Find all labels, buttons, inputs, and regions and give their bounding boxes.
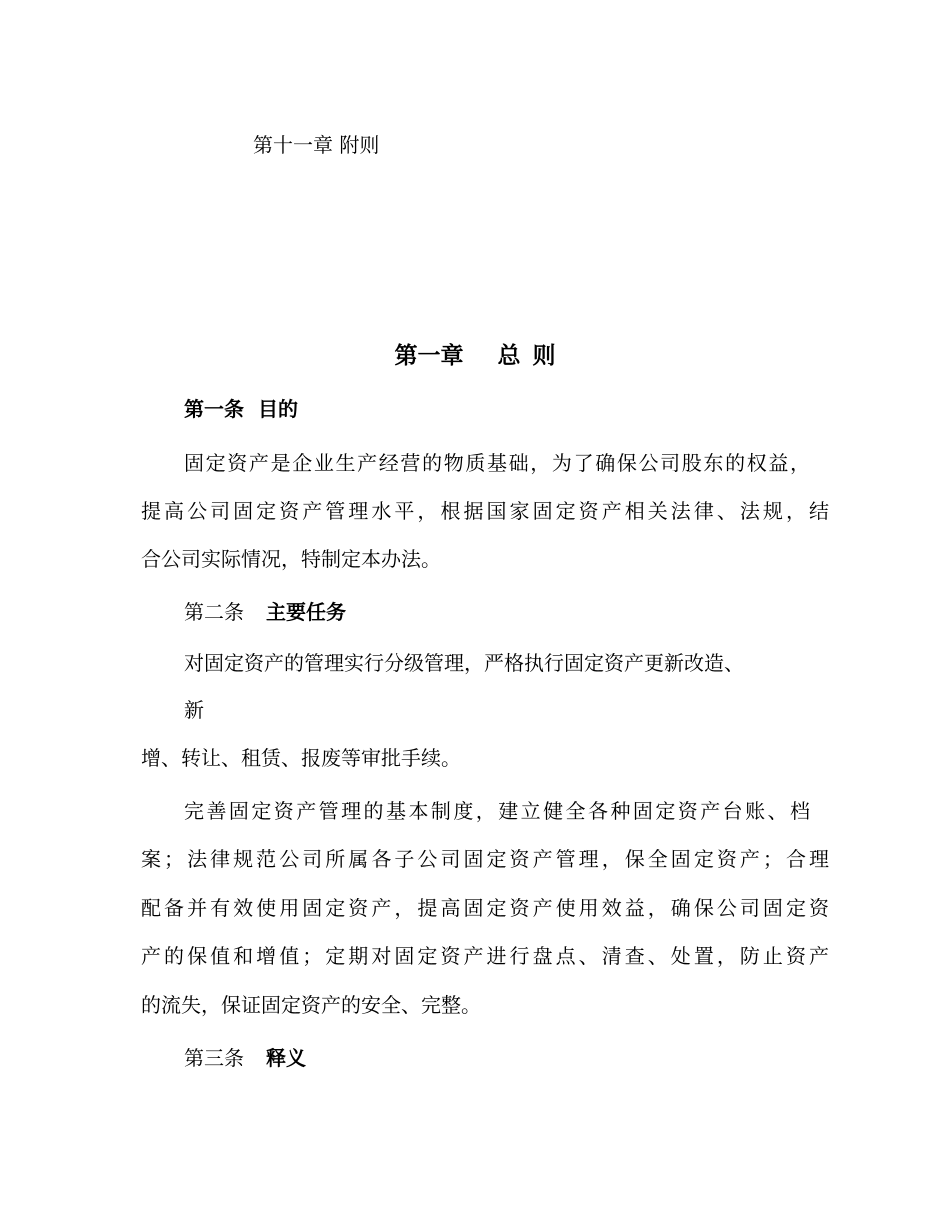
article3-heading bbox=[184, 1045, 306, 1071]
article2-para1-line-3: 增、转让、租赁、报废等审批手续。 bbox=[141, 746, 461, 770]
article1-line-2: 提高公司固定资产管理水平，根据国家固定资产相关法律、法规，结 bbox=[141, 499, 829, 523]
article2-para2-line-4: 产的保值和增值；定期对固定资产进行盘点、清查、处置，防止资产 bbox=[141, 944, 829, 968]
article1-heading bbox=[184, 396, 298, 422]
article2-para2-line-3: 配备并有效使用固定资产，提高固定资产使用效益，确保公司固定资 bbox=[141, 896, 829, 920]
article3-number: 第三条 bbox=[184, 1046, 244, 1070]
article1-line-3: 合公司实际情况，特制定本办法。 bbox=[141, 547, 441, 571]
article2-para2-line-1: 完善固定资产管理的基本制度，建立健全各种固定资产台账、档 bbox=[184, 799, 810, 823]
article2-para1-line-1: 对固定资产的管理实行分级管理，严格执行固定资产更新改造、 bbox=[184, 651, 744, 675]
chapter-number: 第一章 bbox=[394, 342, 464, 369]
article2-heading bbox=[184, 599, 346, 625]
toc-entry bbox=[253, 132, 379, 158]
article1-title: 目的 bbox=[258, 397, 298, 421]
chapter-title-part1: 总 bbox=[497, 342, 521, 369]
article2-para1-line-2: 新 bbox=[184, 698, 204, 722]
chapter-title-part2: 则 bbox=[532, 342, 556, 369]
article2-para2-line-2: 案；法律规范公司所属各子公司固定资产管理，保全固定资产；合理 bbox=[141, 847, 829, 871]
article2-number: 第二条 bbox=[184, 600, 244, 624]
article2-title: 主要任务 bbox=[266, 600, 346, 624]
article3-title: 释义 bbox=[266, 1046, 306, 1070]
chapter-heading bbox=[0, 340, 950, 372]
toc-entry-text: 第十一章 附则 bbox=[253, 133, 380, 157]
article1-number: 第一条 bbox=[184, 397, 244, 421]
article1-line-1: 固定资产是企业生产经营的物质基础，为了确保公司股东的权益， bbox=[184, 451, 810, 475]
article2-para2-line-5: 的流失，保证固定资产的安全、完整。 bbox=[141, 993, 481, 1017]
